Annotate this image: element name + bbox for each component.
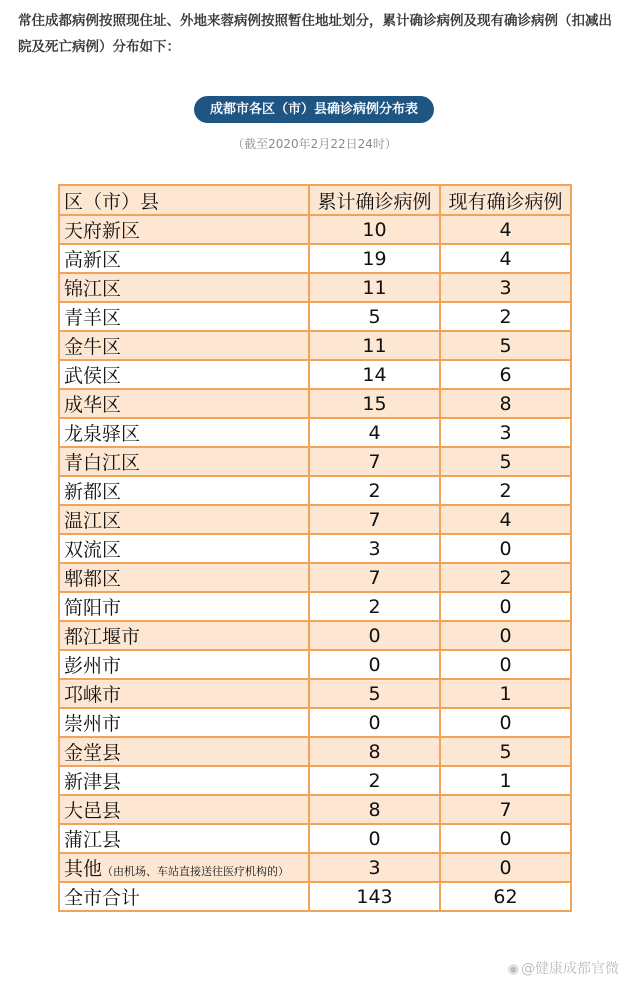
current-cases-cell: 3 <box>440 418 571 447</box>
district-name: 简阳市 <box>64 597 122 619</box>
table-row <box>59 418 571 447</box>
current-cases-cell: 0 <box>440 534 571 563</box>
district-name: 邛崃市 <box>64 684 122 706</box>
table-row <box>59 621 571 650</box>
current-cases-cell: 5 <box>440 737 571 766</box>
district-cell <box>59 273 309 302</box>
district-cell <box>59 853 309 882</box>
district-name: 双流区 <box>64 539 122 561</box>
district-name: 都江堰市 <box>64 626 141 648</box>
district-name: 高新区 <box>64 249 122 271</box>
current-cases-cell: 3 <box>440 273 571 302</box>
current-cases-cell: 0 <box>440 650 571 679</box>
cumulative-cases-cell: 0 <box>309 824 440 853</box>
current-cases-cell: 2 <box>440 563 571 592</box>
table-row <box>59 882 571 911</box>
table-row <box>59 302 571 331</box>
table-row <box>59 563 571 592</box>
cumulative-cases-cell: 143 <box>309 882 440 911</box>
current-cases-cell: 6 <box>440 360 571 389</box>
table-row <box>59 795 571 824</box>
district-name: 新津县 <box>64 771 122 793</box>
district-name: 其他 <box>64 858 103 880</box>
cumulative-cases-cell: 10 <box>309 215 440 244</box>
table-row <box>59 650 571 679</box>
watermark-text: @健康成都官微 <box>521 961 619 977</box>
current-cases-cell: 2 <box>440 476 571 505</box>
district-cell <box>59 331 309 360</box>
district-name: 大邑县 <box>64 800 122 822</box>
district-name: 温江区 <box>64 510 122 532</box>
district-name: 蒲江县 <box>64 829 122 851</box>
district-name: 天府新区 <box>64 220 141 242</box>
column-header-current: 现有确诊病例 <box>440 185 571 215</box>
cumulative-cases-cell: 7 <box>309 563 440 592</box>
district-cell <box>59 302 309 331</box>
table-body <box>59 215 571 911</box>
district-name: 成华区 <box>64 394 122 416</box>
cumulative-cases-cell: 7 <box>309 447 440 476</box>
cumulative-cases-cell: 2 <box>309 766 440 795</box>
cumulative-cases-cell: 0 <box>309 650 440 679</box>
district-name: 郫都区 <box>64 568 122 590</box>
district-cell <box>59 766 309 795</box>
table-title: 成都市各区（市）县确诊病例分布表 <box>194 96 434 123</box>
current-cases-cell: 0 <box>440 621 571 650</box>
table-row <box>59 853 571 882</box>
current-cases-cell: 5 <box>440 447 571 476</box>
district-cell <box>59 418 309 447</box>
current-cases-cell: 5 <box>440 331 571 360</box>
cumulative-cases-cell: 2 <box>309 476 440 505</box>
cumulative-cases-cell: 5 <box>309 679 440 708</box>
table-row <box>59 476 571 505</box>
current-cases-cell: 0 <box>440 592 571 621</box>
table-header-row <box>59 185 571 215</box>
district-name: 金堂县 <box>64 742 122 764</box>
table-row <box>59 708 571 737</box>
cumulative-cases-cell: 5 <box>309 302 440 331</box>
current-cases-cell: 62 <box>440 882 571 911</box>
cumulative-cases-cell: 11 <box>309 331 440 360</box>
district-name: 全市合计 <box>64 887 141 909</box>
weibo-icon: ◉ <box>507 962 519 977</box>
cumulative-cases-cell: 3 <box>309 853 440 882</box>
district-name: 青羊区 <box>64 307 122 329</box>
district-cell <box>59 476 309 505</box>
table-row <box>59 244 571 273</box>
district-cell <box>59 389 309 418</box>
current-cases-cell: 7 <box>440 795 571 824</box>
cumulative-cases-cell: 0 <box>309 621 440 650</box>
district-cell <box>59 215 309 244</box>
current-cases-cell: 1 <box>440 766 571 795</box>
table-row <box>59 679 571 708</box>
table-row <box>59 360 571 389</box>
current-cases-cell: 0 <box>440 824 571 853</box>
cumulative-cases-cell: 15 <box>309 389 440 418</box>
table-row <box>59 273 571 302</box>
district-cell <box>59 447 309 476</box>
district-cell <box>59 621 309 650</box>
current-cases-cell: 0 <box>440 708 571 737</box>
district-cell <box>59 534 309 563</box>
current-cases-cell: 4 <box>440 505 571 534</box>
district-cell <box>59 563 309 592</box>
current-cases-cell: 1 <box>440 679 571 708</box>
table-row <box>59 447 571 476</box>
district-cell <box>59 824 309 853</box>
district-name: 锦江区 <box>64 278 122 300</box>
district-cell <box>59 360 309 389</box>
table-row <box>59 766 571 795</box>
table-row <box>59 592 571 621</box>
district-name: 彭州市 <box>64 655 122 677</box>
district-name: 新都区 <box>64 481 122 503</box>
cumulative-cases-cell: 8 <box>309 737 440 766</box>
current-cases-cell: 8 <box>440 389 571 418</box>
table-row <box>59 534 571 563</box>
district-cell <box>59 737 309 766</box>
district-note: （由机场、车站直接送往医疗机构的） <box>102 865 290 878</box>
table-row <box>59 215 571 244</box>
cumulative-cases-cell: 2 <box>309 592 440 621</box>
watermark <box>508 958 619 978</box>
district-cell <box>59 650 309 679</box>
district-name: 崇州市 <box>64 713 122 735</box>
district-cell <box>59 679 309 708</box>
district-name: 金牛区 <box>64 336 122 358</box>
current-cases-cell: 4 <box>440 244 571 273</box>
column-header-cumulative: 累计确诊病例 <box>309 185 440 215</box>
table-row <box>59 505 571 534</box>
table-row <box>59 737 571 766</box>
district-cell <box>59 882 309 911</box>
cumulative-cases-cell: 11 <box>309 273 440 302</box>
district-cell <box>59 244 309 273</box>
case-distribution-table <box>58 184 572 912</box>
cumulative-cases-cell: 4 <box>309 418 440 447</box>
district-cell <box>59 708 309 737</box>
cumulative-cases-cell: 8 <box>309 795 440 824</box>
table-row <box>59 824 571 853</box>
current-cases-cell: 0 <box>440 853 571 882</box>
district-cell <box>59 795 309 824</box>
cumulative-cases-cell: 14 <box>309 360 440 389</box>
district-cell <box>59 592 309 621</box>
cumulative-cases-cell: 19 <box>309 244 440 273</box>
table-row <box>59 389 571 418</box>
cumulative-cases-cell: 3 <box>309 534 440 563</box>
intro-paragraph: 常住成都病例按照现住址、外地来蓉病例按照暂住地址划分，累计确诊病例及现有确诊病例（扣减出院及死亡病例）分布如下： <box>18 13 612 55</box>
table-subtitle: （截至2020年2月22日24时） <box>232 137 397 151</box>
cumulative-cases-cell: 7 <box>309 505 440 534</box>
district-name: 龙泉驿区 <box>64 423 141 445</box>
current-cases-cell: 4 <box>440 215 571 244</box>
district-name: 武侯区 <box>64 365 122 387</box>
table-row <box>59 331 571 360</box>
column-header-district: 区（市）县 <box>59 185 309 215</box>
current-cases-cell: 2 <box>440 302 571 331</box>
cumulative-cases-cell: 0 <box>309 708 440 737</box>
district-name: 青白江区 <box>64 452 141 474</box>
district-cell <box>59 505 309 534</box>
